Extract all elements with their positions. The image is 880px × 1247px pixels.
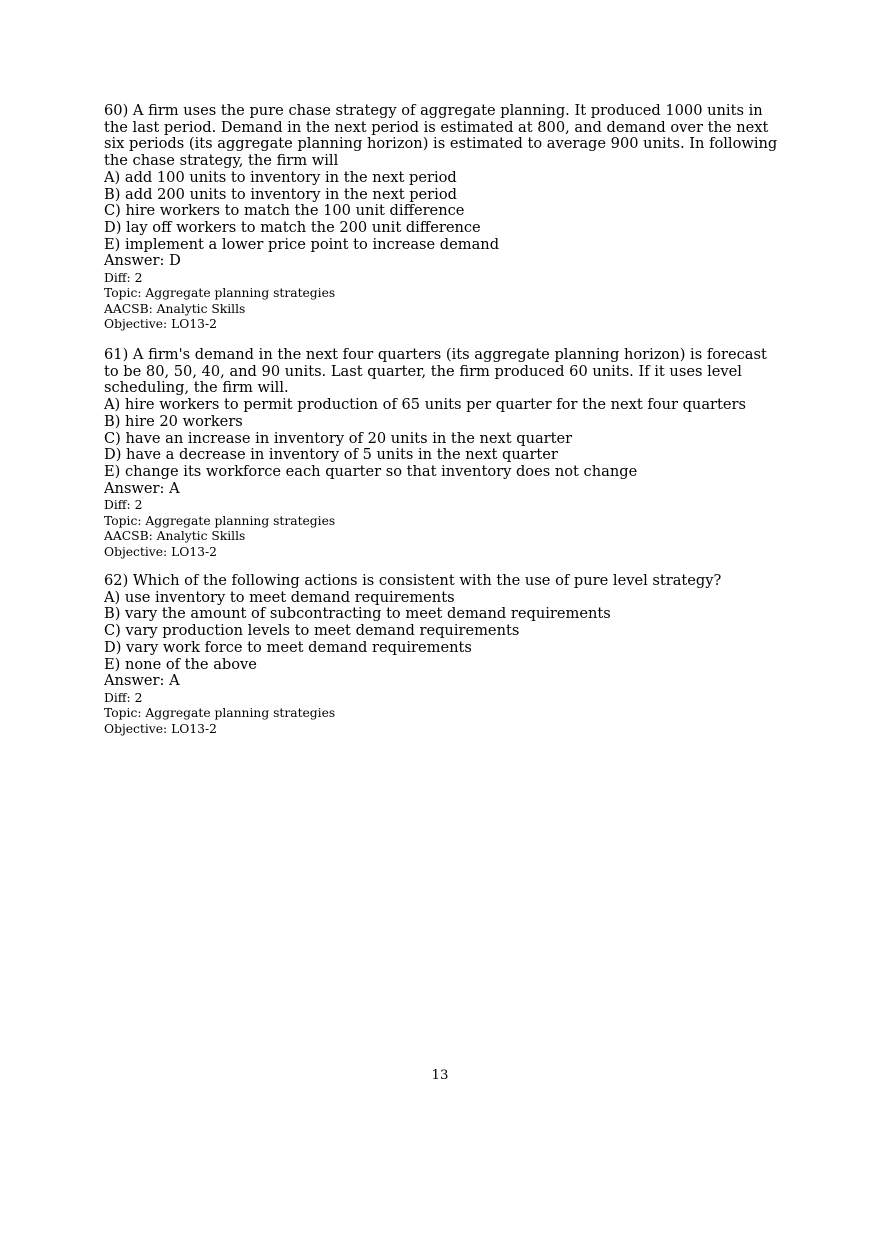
question-62 xyxy=(104,573,784,737)
question-metadata xyxy=(104,498,784,560)
question-stem: 62) Which of the following actions is consistent with the use of pure level strategy? xyxy=(104,572,722,589)
page-number: 13 xyxy=(431,1068,449,1083)
aacsb: AACSB: Analytic Skills xyxy=(104,301,246,316)
question-metadata xyxy=(104,691,784,737)
choice-b: B) add 200 units to inventory in the next period xyxy=(104,185,457,203)
choice-d: D) vary work force to meet demand requirements xyxy=(104,638,472,656)
objective: Objective: LO13-2 xyxy=(104,317,217,332)
choice-a: A) hire workers to permit production of 65 units per quarter for the next four quarters xyxy=(104,396,746,414)
answer-choices xyxy=(104,170,784,254)
choice-e: E) change its workforce each quarter so that inventory does not change xyxy=(104,462,638,480)
choice-b: B) hire 20 workers xyxy=(104,412,243,430)
choice-c: C) vary production levels to meet demand requirements xyxy=(104,622,520,640)
choice-e: E) none of the above xyxy=(104,655,257,673)
choice-b: B) vary the amount of subcontracting to meet demand requirements xyxy=(104,605,611,623)
topic: Topic: Aggregate planning strategies xyxy=(104,286,336,301)
question-61 xyxy=(104,347,784,560)
question-stem: 60) A firm uses the pure chase strategy of aggregate planning. It produced 1000 units in the last period. Demand in the next period is estimated at 800, and demand over the next six periods (its aggregate planning horizon) is estimated to average 900 units. In following the chase strategy, the firm will xyxy=(104,102,778,170)
choice-d: D) lay off workers to match the 200 unit difference xyxy=(104,218,481,236)
choice-d: D) have a decrease in inventory of 5 units in the next quarter xyxy=(104,446,558,464)
topic: Topic: Aggregate planning strategies xyxy=(104,706,336,721)
objective: Objective: LO13-2 xyxy=(104,721,217,736)
objective: Objective: LO13-2 xyxy=(104,544,217,559)
choice-c: C) hire workers to match the 100 unit difference xyxy=(104,202,465,220)
answer-line: Answer: A xyxy=(104,479,180,497)
answer-choices xyxy=(104,397,784,481)
difficulty: Diff: 2 xyxy=(104,271,143,286)
choice-e: E) implement a lower price point to increase demand xyxy=(104,235,500,253)
choice-a: A) add 100 units to inventory in the next period xyxy=(104,168,457,186)
aacsb: AACSB: Analytic Skills xyxy=(104,529,246,544)
question-60 xyxy=(104,103,784,333)
choice-a: A) use inventory to meet demand requirements xyxy=(104,588,455,606)
answer-choices xyxy=(104,590,784,674)
topic: Topic: Aggregate planning strategies xyxy=(104,513,336,528)
difficulty: Diff: 2 xyxy=(104,690,143,705)
question-metadata xyxy=(104,271,784,333)
question-stem: 61) A firm's demand in the next four quarters (its aggregate planning horizon) is forecast to be 80, 50, 40, and 90 units. Last quarter, the firm produced 60 units. If it uses level scheduling, the firm will. xyxy=(104,346,767,397)
answer-line: Answer: A xyxy=(104,672,180,690)
difficulty: Diff: 2 xyxy=(104,498,143,513)
answer-line: Answer: D xyxy=(104,252,181,270)
choice-c: C) have an increase in inventory of 20 units in the next quarter xyxy=(104,429,573,447)
